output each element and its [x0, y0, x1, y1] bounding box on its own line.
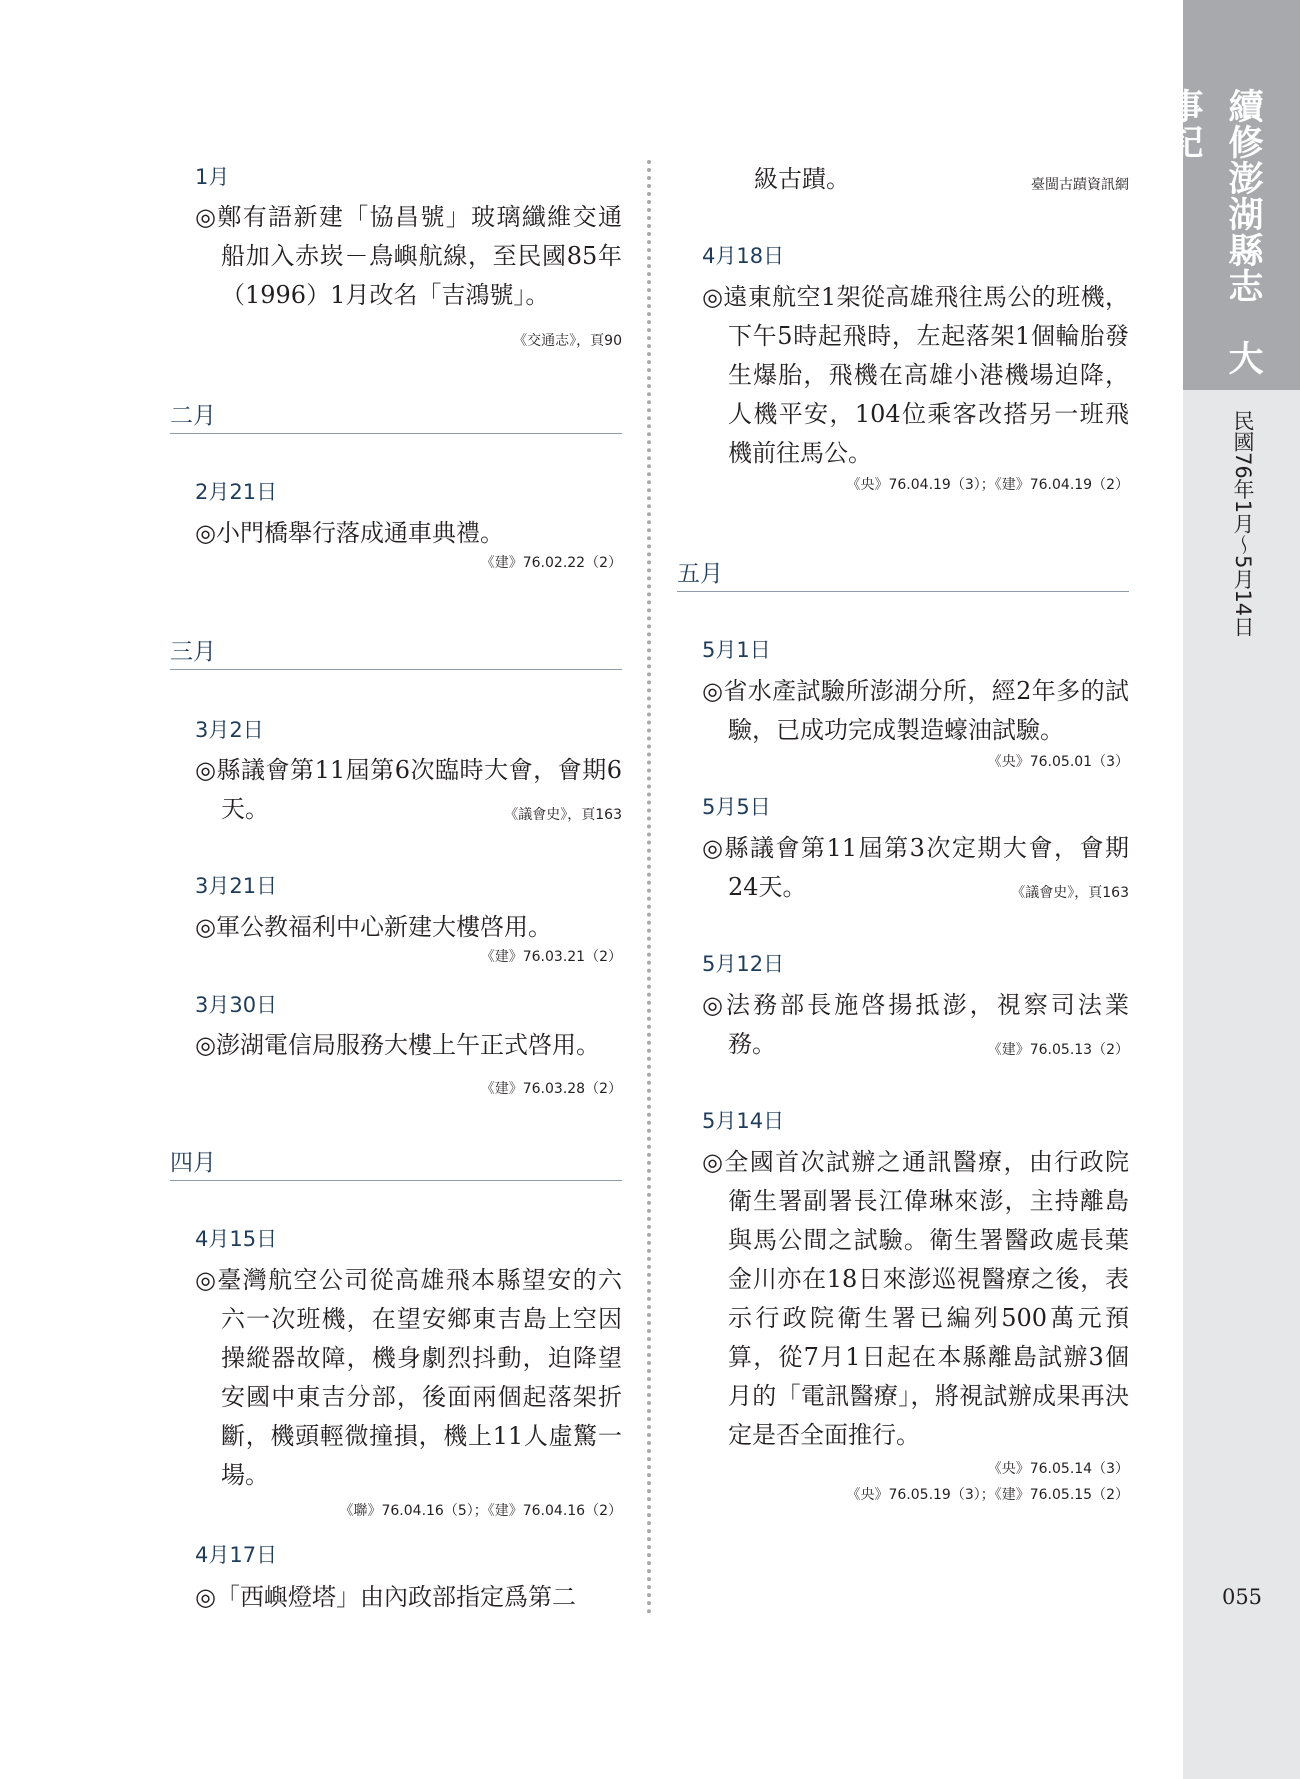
event-entry: ◎省水產試驗所澎湖分所，經2年多的試驗，已成功完成製造蠔油試驗。	[702, 677, 1129, 744]
date-heading: 5月5日	[702, 795, 771, 819]
sidebar-header-block	[1163, 0, 1300, 390]
source-citation: 《央》76.04.19（3）；《建》76.04.19（2）	[846, 477, 1129, 493]
event-entry: ◎遠東航空1架從高雄飛往馬公的班機，下午5時起飛時，左起落架1個輪胎發生爆胎，飛機在高雄小港機場迫降，人機平安，104位乘客改搭另一班飛機前往馬公。	[702, 283, 1129, 467]
source-citation: 《央》76.05.19（3）；《建》76.05.15（2）	[846, 1487, 1129, 1503]
column-divider	[647, 160, 651, 1615]
source-citation: 《議會史》，頁163	[504, 807, 622, 823]
source-citation: 《建》76.03.28（2）	[480, 1081, 622, 1097]
date-heading: 3月2日	[195, 718, 264, 742]
date-heading: 4月15日	[195, 1227, 278, 1251]
month-section-heading: 五月	[677, 560, 1129, 592]
event-entry: ◎縣議會第11屆第6次臨時大會，會期6天。	[195, 756, 622, 823]
event-entry: ◎縣議會第11屆第3次定期大會，會期24天。	[702, 834, 1129, 901]
source-citation: 《建》76.03.21（2）	[480, 949, 622, 965]
source-citation: 《建》76.02.22（2）	[480, 555, 622, 571]
month-section-heading: 二月	[170, 402, 622, 434]
date-heading: 4月17日	[195, 1543, 278, 1567]
source-citation: 臺閩古蹟資訊網	[1031, 177, 1129, 193]
date-heading: 3月21日	[195, 874, 278, 898]
event-entry: ◎軍公教福利中心新建大樓啓用。	[195, 913, 552, 941]
event-entry: ◎法務部長施啓揚抵澎，視察司法業務。	[702, 991, 1129, 1058]
date-heading: 5月12日	[702, 952, 785, 976]
date-heading: 5月1日	[702, 638, 771, 662]
event-entry: ◎臺灣航空公司從高雄飛本縣望安的六六一次班機，在望安鄉東吉島上空因操縱器故障，機身劇烈抖動，迫降望安國中東吉分部，後面兩個起落架折斷，機頭輕微撞損，機上11人虛驚一場。	[195, 1266, 622, 1489]
event-entry: ◎「西嶼燈塔」由內政部指定爲第二	[195, 1583, 576, 1611]
source-citation: 《央》76.05.14（3）	[987, 1461, 1129, 1477]
source-citation: 《議會史》，頁163	[1011, 885, 1129, 901]
month-section-heading: 四月	[170, 1149, 622, 1181]
event-entry: ◎小門橋舉行落成通車典禮。	[195, 519, 504, 547]
date-heading: 5月14日	[702, 1109, 785, 1133]
source-citation: 《聯》76.04.16（5）；《建》76.04.16（2）	[339, 1503, 622, 1519]
event-entry: ◎澎湖電信局服務大樓上午正式啓用。	[195, 1031, 600, 1059]
date-heading: 1月	[195, 165, 230, 189]
event-entry	[195, 198, 622, 315]
month-section-heading: 三月	[170, 638, 622, 670]
date-heading: 3月30日	[195, 993, 278, 1017]
source-citation: 《建》76.05.13（2）	[987, 1042, 1129, 1058]
source-citation: 《央》76.05.01（3）	[987, 754, 1129, 770]
page-number: 055	[1221, 1585, 1263, 1609]
source-citation: 《交通志》，頁90	[513, 333, 622, 349]
date-heading: 4月18日	[702, 244, 785, 268]
date-heading: 2月21日	[195, 480, 278, 504]
chapter-range: 民國76年1月～5月14日	[1231, 410, 1255, 638]
book-title: 續修澎湖縣志 大事記	[1163, 88, 1264, 376]
event-entry: ◎全國首次試辦之通訊醫療，由行政院衛生署副署長江偉琳來澎，主持離島與馬公間之試驗。衛生署醫政處長葉金川亦在18日來澎巡視醫療之後，表示行政院衛生署已編列500萬元預算，從7月1日起在本縣離島試辦3個月的「電訊醫療」，將視試辦成果再決定是否全面推行。	[702, 1148, 1129, 1449]
sidebar	[1163, 0, 1300, 1779]
event-text: ◎鄭有語新建「協昌號」玻璃纖維交通船加入赤崁－鳥嶼航線，至民國85年（1996）1月改名「吉鴻號」。	[195, 203, 622, 309]
event-entry-continued: 級古蹟。	[754, 165, 850, 193]
